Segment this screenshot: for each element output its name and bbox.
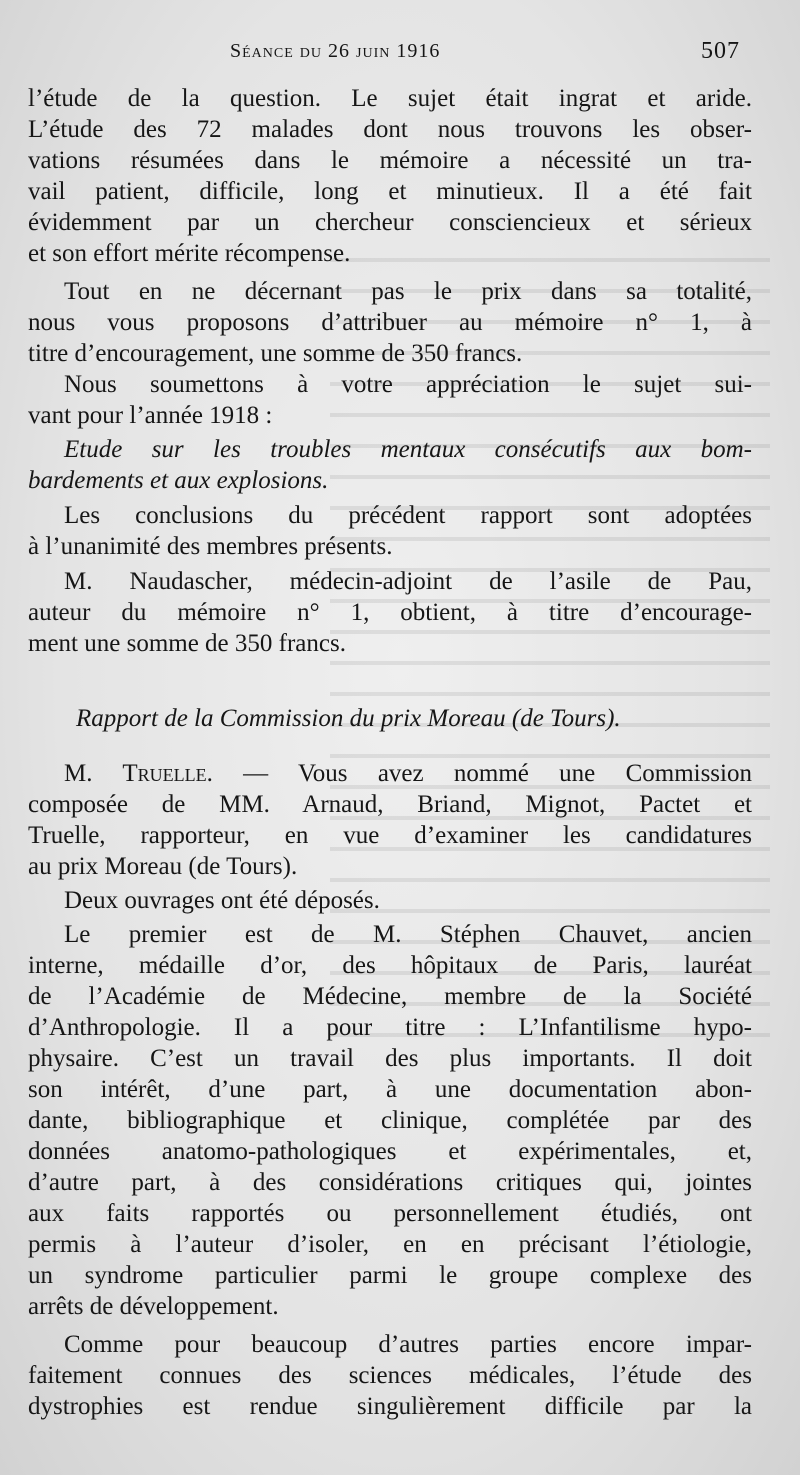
text-line: un syndrome particulier parmi le groupe complexe des <box>28 1262 752 1289</box>
running-title: Séance du 26 juin 1916 <box>230 40 441 62</box>
speaker-text: — Vous avez nommé une Commission <box>243 760 752 787</box>
text-line: au prix Moreau (de Tours). <box>28 853 298 880</box>
text-line: Truelle, rapporteur, en vue d’examiner les candidatures <box>28 822 752 849</box>
text-line: dystrophies est rendue singulièrement difficile par la <box>28 1393 752 1420</box>
text-line: l’étude de la question. Le sujet était ingrat et aride. <box>28 85 752 112</box>
speaker-name: M. Truelle. <box>64 760 213 787</box>
text-line: faitement connues des sciences médicales, l’étude des <box>28 1362 752 1389</box>
text-line: titre d’encouragement, une somme de 350 francs. <box>28 340 523 367</box>
text-line: composée de MM. Arnaud, Briand, Mignot, Pactet et <box>28 791 752 818</box>
text-line: à l’unanimité des membres présents. <box>28 533 393 560</box>
proposed-subject-line: Etude sur les troubles mentaux consécutifs aux bom- <box>64 436 752 463</box>
paragraph-start-line <box>64 759 752 789</box>
text-line: L’étude des 72 malades dont nous trouvons les obser- <box>28 116 752 143</box>
text-line: d’autre part, à des considérations critiques qui, jointes <box>28 1169 752 1196</box>
text-line: d’Anthropologie. Il a pour titre : L’Infantilisme hypo- <box>28 1014 752 1041</box>
paragraph-start-line: Les conclusions du précédent rapport sont adoptées <box>64 502 752 529</box>
page-number: 507 <box>701 38 740 64</box>
text-line: de l’Académie de Médecine, membre de la Société <box>28 983 752 1010</box>
paragraph-start-line: Tout en ne décernant pas le prix dans sa totalité, <box>64 278 752 305</box>
text-line: aux faits rapportés ou personnellement étudiés, ont <box>28 1200 752 1227</box>
text-line: ment une somme de 350 francs. <box>28 630 346 657</box>
text-line: son intérêt, d’une part, à une documentation abon- <box>28 1076 752 1103</box>
text-line: physaire. C’est un travail des plus importants. Il doit <box>28 1045 752 1072</box>
proposed-subject-line: bardements et aux explosions. <box>28 467 329 494</box>
text-line: permis à l’auteur d’isoler, en en précisant l’étiologie, <box>28 1231 752 1258</box>
paragraph-start-line: Le premier est de M. Stéphen Chauvet, ancien <box>64 921 752 948</box>
text-line: données anatomo-pathologiques et expérimentales, et, <box>28 1138 752 1165</box>
text-line: vail patient, difficile, long et minutieux. Il a été fait <box>28 178 752 205</box>
text-line: évidemment par un chercheur consciencieux et sérieux <box>28 209 752 236</box>
text-line: nous vous proposons d’attribuer au mémoire n° 1, à <box>28 309 752 336</box>
text-line: auteur du mémoire n° 1, obtient, à titre d’encourage- <box>28 599 752 626</box>
text-line: vations résumées dans le mémoire a nécessité un tra- <box>28 147 752 174</box>
paragraph-start-line: Deux ouvrages ont été déposés. <box>64 887 380 914</box>
paragraph-start-line: Nous soumettons à votre appréciation le sujet sui- <box>64 371 752 398</box>
text-line: vant pour l’année 1918 : <box>28 402 273 429</box>
text-line: et son effort mérite récompense. <box>28 240 351 267</box>
paragraph-start-line: Comme pour beaucoup d’autres parties encore impar- <box>64 1331 752 1358</box>
paragraph-start-line: M. Naudascher, médecin-adjoint de l’asile de Pau, <box>64 568 752 595</box>
text-line: interne, médaille d’or, des hôpitaux de Paris, lauréat <box>28 952 752 979</box>
section-heading: Rapport de la Commission du prix Moreau (de Tours). <box>76 705 621 732</box>
text-line: dante, bibliographique et clinique, complétée par des <box>28 1107 752 1134</box>
page-header <box>230 36 740 68</box>
text-line: arrêts de développement. <box>28 1293 279 1320</box>
